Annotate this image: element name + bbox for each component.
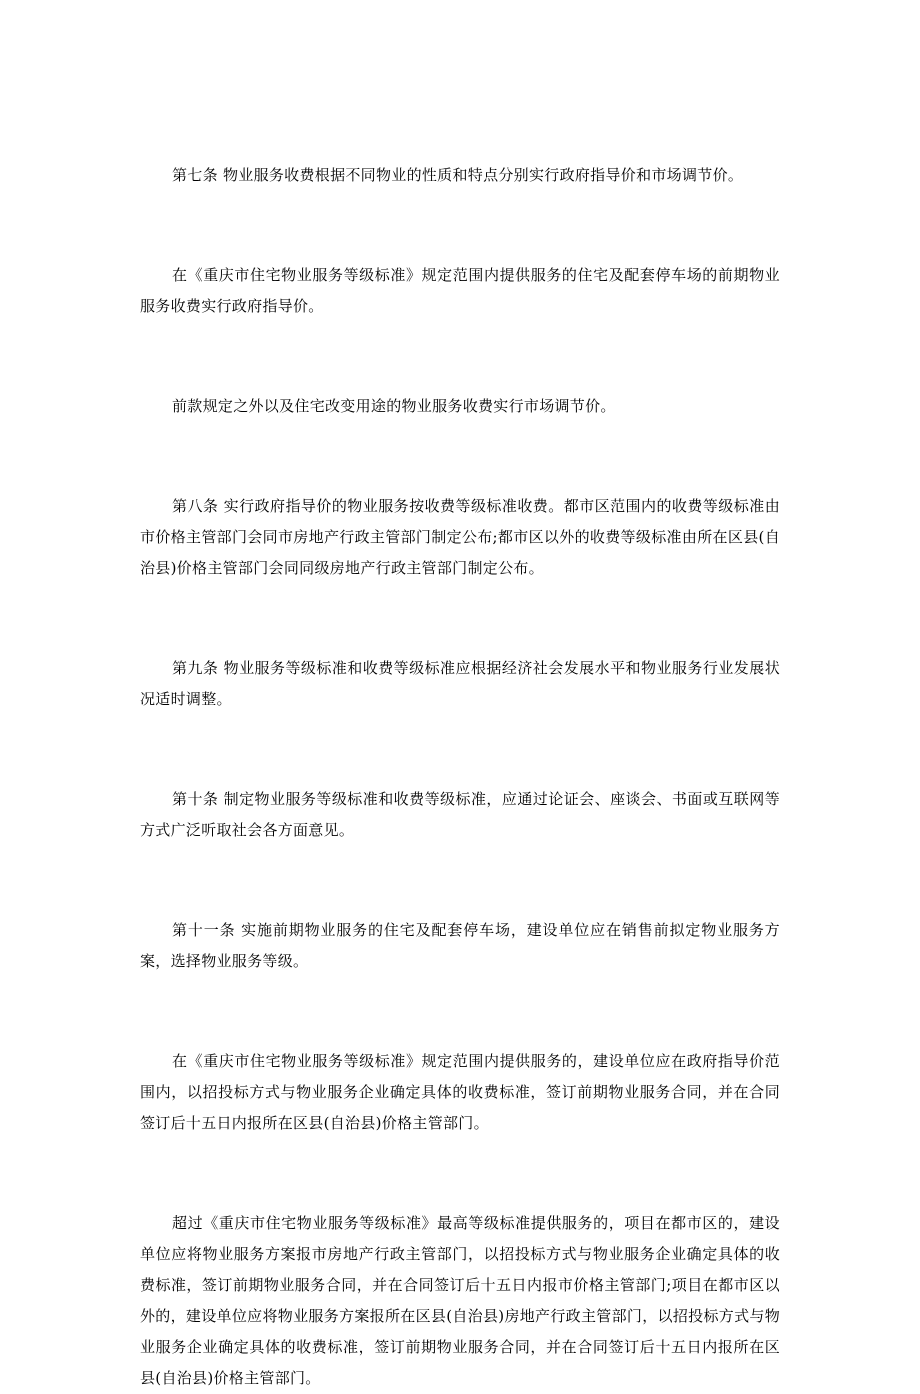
paragraph-market-price-scope: 前款规定之外以及住宅改变用途的物业服务收费实行市场调节价。: [172, 397, 616, 415]
paragraph-article-9: 第九条 物业服务等级标准和收费等级标准应根据经济社会发展水平和物业服务行业发展状况适时调整。: [140, 659, 780, 708]
paragraph-article-11: 第十一条 实施前期物业服务的住宅及配套停车场，建设单位应在销售前拟定物业服务方案，选择物业服务等级。: [140, 921, 780, 970]
paragraph-article-10: 第十条 制定物业服务等级标准和收费等级标准，应通过论证会、座谈会、书面或互联网等方式广泛听取社会各方面意见。: [140, 790, 780, 839]
document-body: [140, 160, 780, 1394]
paragraph-exceeding-standard: 超过《重庆市住宅物业服务等级标准》最高等级标准提供服务的，项目在都市区的，建设单位应将物业服务方案报市房地产行政主管部门，以招投标方式与物业服务企业确定具体的收费标准，签订前期物业服务合同，并在合同签订后十五日内报市价格主管部门;项目在都市区以外的，建设单位应将物业服务方案报所在区县(自治县)房地产行政主管部门，以招投标方式与物业服务企业确定具体的收费标准，签订前期物业服务合同，并在合同签订后十五日内报所在区县(自治县)价格主管部门。: [140, 1214, 780, 1387]
paragraph-within-standard: 在《重庆市住宅物业服务等级标准》规定范围内提供服务的，建设单位应在政府指导价范围内，以招投标方式与物业服务企业确定具体的收费标准，签订前期物业服务合同，并在合同签订后十五日内报所在区县(自治县)价格主管部门。: [140, 1052, 780, 1132]
paragraph-government-guidance-scope: 在《重庆市住宅物业服务等级标准》规定范围内提供服务的住宅及配套停车场的前期物业服务收费实行政府指导价。: [140, 266, 780, 315]
paragraph-article-7: 第七条 物业服务收费根据不同物业的性质和特点分别实行政府指导价和市场调节价。: [172, 166, 744, 184]
paragraph-article-8: 第八条 实行政府指导价的物业服务按收费等级标准收费。都市区范围内的收费等级标准由市价格主管部门会同市房地产行政主管部门制定公布;都市区以外的收费等级标准由所在区县(自治县)价格主管部门会同同级房地产行政主管部门制定公布。: [140, 497, 780, 577]
